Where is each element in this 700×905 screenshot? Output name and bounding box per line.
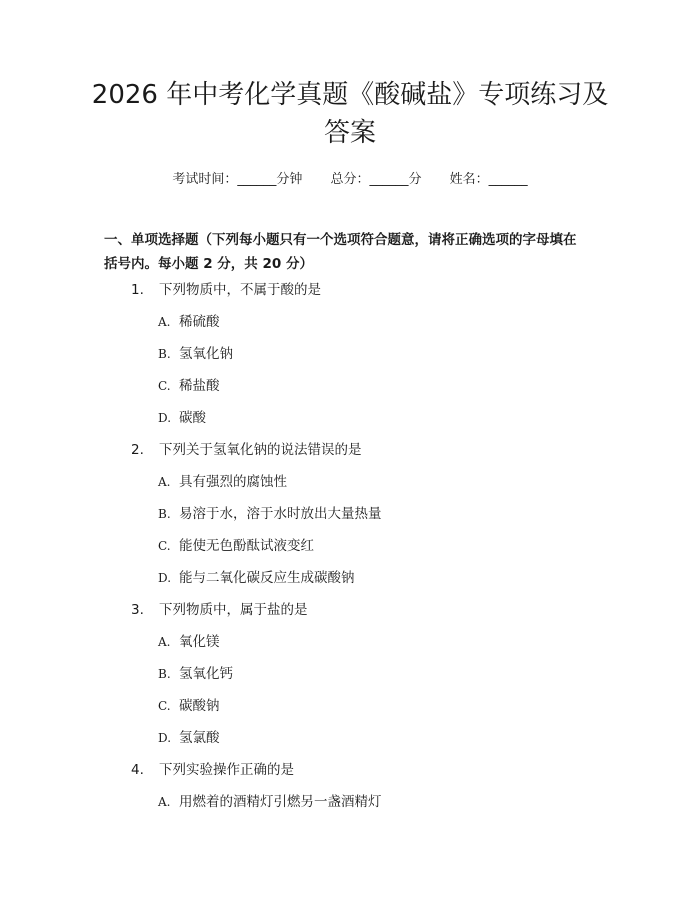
question-number: 3. [131,602,144,618]
question-1 [131,280,321,300]
option-letter: A. [158,795,171,809]
option-text: 易溶于水，溶于水时放出大量热量 [179,506,382,522]
option-letter: A. [158,475,171,489]
option-text: 稀硫酸 [179,314,220,330]
option-letter: A. [158,315,171,329]
section-heading [104,228,604,276]
option-2d [158,568,355,588]
title-line-2: 答案 [323,118,376,148]
option-3b [158,664,233,684]
option-2b [158,504,382,524]
question-text: 下列关于氢氧化钠的说法错误的是 [159,442,362,458]
section-heading-line-1: 一、单项选择题（下列每小题只有一个选项符合题意，请将正确选项的字母填在 [104,232,577,248]
option-letter: D. [158,571,172,585]
option-text: 用燃着的酒精灯引燃另一盏酒精灯 [179,794,382,810]
option-1b [158,344,233,364]
option-letter: C. [158,699,171,713]
option-letter: C. [158,379,171,393]
option-1c [158,376,220,396]
question-text: 下列物质中，不属于酸的是 [159,282,321,298]
option-text: 具有强烈的腐蚀性 [179,474,287,490]
option-3d [158,728,220,748]
student-name: 姓名：______ [449,172,528,187]
question-text: 下列实验操作正确的是 [159,762,294,778]
option-text: 氢氧化钙 [179,666,233,682]
option-letter: B. [158,347,171,361]
option-text: 氢氯酸 [179,730,220,746]
option-text: 稀盐酸 [179,378,220,394]
exam-time: 考试时间：______分钟 [172,172,303,187]
question-number: 4. [131,762,144,778]
question-2 [131,440,362,460]
title-line-1: 2026 年中考化学真题《酸碱盐》专项练习及 [91,80,609,110]
option-letter: C. [158,539,171,553]
option-4a [158,792,382,812]
option-letter: B. [158,667,171,681]
question-text: 下列物质中，属于盐的是 [159,602,308,618]
option-letter: D. [158,411,172,425]
option-3a [158,632,220,652]
option-text: 碳酸 [179,410,206,426]
option-3c [158,696,220,716]
option-2c [158,536,314,556]
option-text: 能使无色酚酞试液变红 [179,538,314,554]
document-title [80,76,620,152]
option-1d [158,408,206,428]
option-letter: B. [158,507,171,521]
section-heading-line-2: 括号内。每小题 2 分，共 20 分） [104,256,313,272]
exam-info [0,168,700,187]
option-letter: D. [158,731,172,745]
option-2a [158,472,287,492]
question-number: 1. [131,282,144,298]
option-1a [158,312,220,332]
question-4 [131,760,294,780]
option-letter: A. [158,635,171,649]
question-number: 2. [131,442,144,458]
option-text: 能与二氧化碳反应生成碳酸钠 [179,570,355,586]
option-text: 氢氧化钠 [179,346,233,362]
option-text: 氧化镁 [179,634,220,650]
total-score: 总分：______分 [330,172,422,187]
question-3 [131,600,308,620]
option-text: 碳酸钠 [179,698,220,714]
